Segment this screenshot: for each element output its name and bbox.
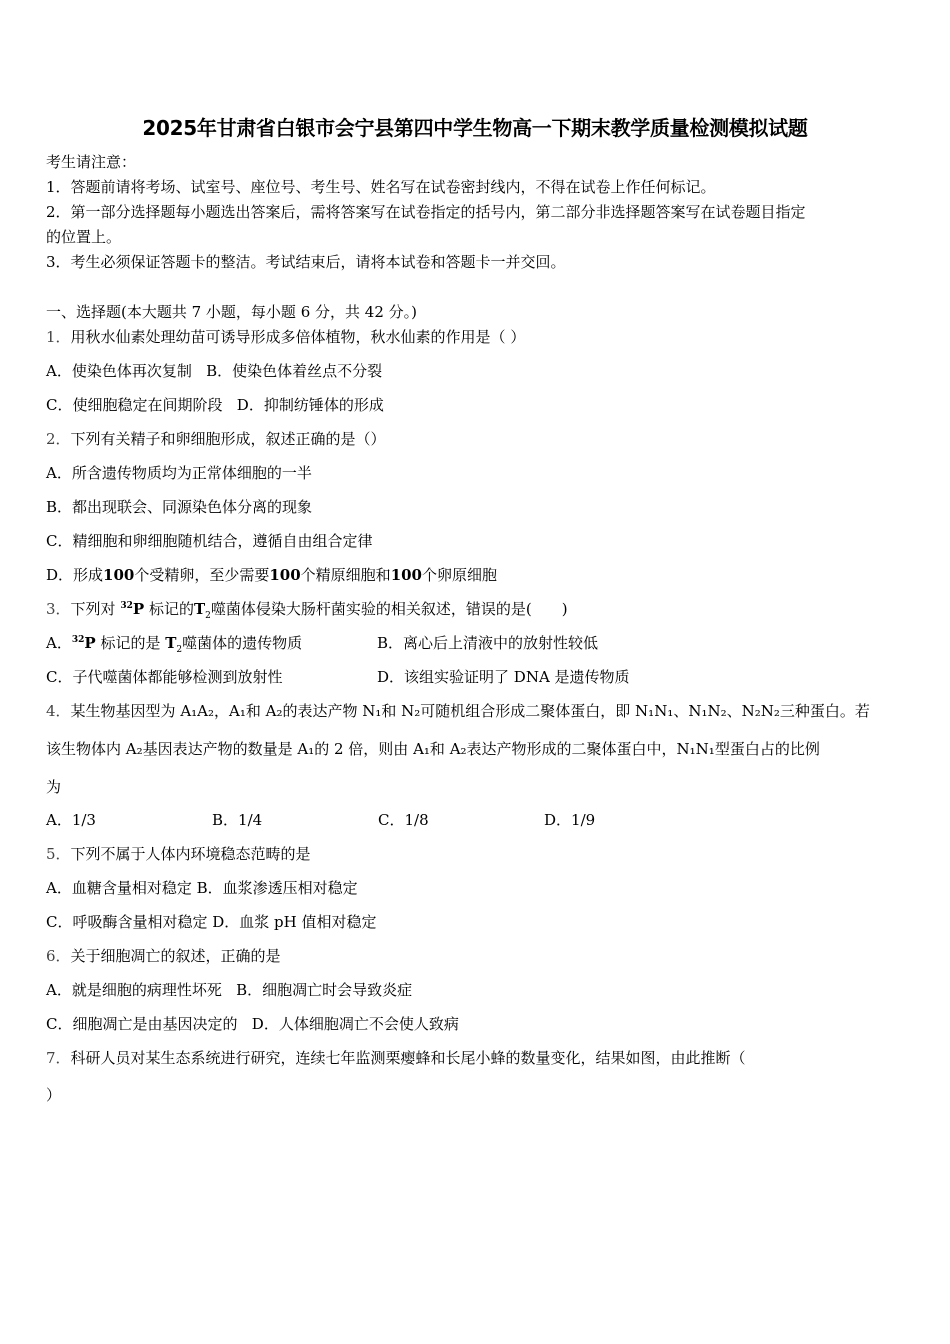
notice-item-1: 1．答题前请将考场、试室号、座位号、考生号、姓名写在试卷密封线内，不得在试卷上作任何标记。 (46, 178, 716, 196)
text: 噬菌体侵染大肠杆菌实验的相关叙述，错误的是( ) (210, 600, 568, 618)
text: 标记的是 (100, 634, 161, 652)
text: 噬菌体的遗传物质 (182, 634, 303, 652)
element-symbol: P (84, 634, 96, 652)
subscript: 2 (176, 645, 183, 655)
question-stem: 关于细胞凋亡的叙述，正确的是 (70, 947, 281, 965)
q7-stem-tail: ） (46, 1086, 62, 1104)
q6-option-c[interactable]: C．细胞凋亡是由基因决定的 (46, 1015, 238, 1033)
q6-option-a[interactable]: A．就是细胞的病理性坏死 (46, 981, 222, 999)
question-6 (46, 946, 281, 966)
q6-option-d[interactable]: D．人体细胞凋亡不会使人致病 (251, 1015, 459, 1033)
question-number: 2． (46, 430, 71, 448)
question-number: 5． (46, 845, 71, 863)
question-1 (46, 327, 525, 347)
q2-option-c[interactable]: C．精细胞和卵细胞随机结合，遵循自由组合定律 (46, 532, 373, 550)
subscript: 2 (205, 611, 211, 621)
q3-options-ab (46, 633, 598, 653)
question-number: 3． (46, 600, 71, 618)
q3-option-c[interactable]: C．子代噬菌体都能够检测到放射性 (46, 668, 283, 686)
question-number: 7． (46, 1049, 71, 1067)
notice-item-2: 2．第一部分选择题每小题选出答案后，需将答案写在试卷指定的括号内，第二部分非选择题答案写在试卷题目指定 (46, 203, 806, 221)
section-heading: 一、选择题(本大题共 7 小题，每小题 6 分，共 42 分。) (46, 303, 417, 321)
notice-item-3: 3．考生必须保证答题卡的整洁。考试结束后，请将本试卷和答题卡一并交回。 (46, 253, 566, 271)
q2-option-d[interactable] (46, 565, 497, 585)
text: 标记的 (148, 600, 194, 618)
question-stem: 下列不属于人体内环境稳态范畴的是 (70, 845, 311, 863)
q3-options-cd (46, 667, 630, 687)
text: 个卵原细胞 (422, 566, 498, 584)
question-5 (46, 844, 311, 864)
q4-stem-line-3: 为 (46, 778, 62, 796)
number: 100 (390, 566, 422, 584)
q1-option-d[interactable]: D．抑制纺锤体的形成 (236, 396, 384, 414)
q1-options-cd (46, 395, 384, 415)
q4-option-d[interactable]: D．1/9 (544, 811, 596, 829)
text: A． (46, 634, 72, 652)
phage-symbol: T (165, 634, 177, 652)
q1-options-ab (46, 361, 382, 381)
text: D．形成 (46, 566, 104, 584)
q3-option-a[interactable] (46, 633, 377, 653)
number: 100 (269, 566, 301, 584)
q5-options-ab[interactable]: A．血糖含量相对稳定 B．血浆渗透压相对稳定 (46, 879, 358, 897)
q6-options-cd (46, 1014, 459, 1034)
question-number: 4． (46, 702, 71, 720)
question-3 (46, 599, 568, 619)
q3-option-d[interactable]: D．该组实验证明了 DNA 是遗传物质 (377, 668, 630, 686)
text: 个精原细胞和 (300, 566, 391, 584)
q4-option-b[interactable]: B．1/4 (212, 811, 263, 829)
phage-symbol: T (193, 600, 206, 618)
q4-stem-line-2: 该生物体内 A₂基因表达产物的数量是 A₁的 2 倍，则由 A₁和 A₂表达产物形成的二聚体蛋白中，N₁N₁型蛋白占的比例 (46, 740, 820, 758)
question-stem: 用秋水仙素处理幼苗可诱导形成多倍体植物，秋水仙素的作用是（ ） (70, 328, 526, 346)
q1-option-c[interactable]: C．使细胞稳定在间期阶段 (46, 396, 223, 414)
question-2 (46, 429, 386, 449)
text: 个受精卵，至少需要 (134, 566, 270, 584)
question-number: 6． (46, 947, 71, 965)
isotope-superscript: 32 (71, 635, 85, 645)
number: 100 (103, 566, 135, 584)
page-title: 2025年甘肃省白银市会宁县第四中学生物高一下期末教学质量检测模拟试题 (142, 116, 808, 140)
q6-options-ab (46, 980, 412, 1000)
q5-options-cd[interactable]: C．呼吸酶含量相对稳定 D．血浆 pH 值相对稳定 (46, 913, 377, 931)
notice-heading: 考生请注意： (46, 153, 137, 171)
q2-option-a[interactable]: A．所含遗传物质均为正常体细胞的一半 (46, 464, 312, 482)
q4-options (46, 810, 595, 830)
question-stem: 下列有关精子和卵细胞形成，叙述正确的是（） (70, 430, 386, 448)
question-4 (46, 701, 870, 721)
isotope-superscript: 32 (120, 601, 133, 611)
q1-option-b[interactable]: B．使染色体着丝点不分裂 (206, 362, 383, 380)
question-7 (46, 1048, 746, 1068)
text: 下列对 (70, 600, 116, 618)
q3-option-b[interactable]: B．离心后上清液中的放射性较低 (377, 634, 599, 652)
q6-option-b[interactable]: B．细胞凋亡时会导致炎症 (236, 981, 413, 999)
q1-option-a[interactable]: A．使染色体再次复制 (46, 362, 192, 380)
question-number: 1． (46, 328, 71, 346)
question-stem-line-1: 某生物基因型为 A₁A₂，A₁和 A₂的表达产物 N₁和 N₂可随机组合形成二聚体蛋白，即 N₁N₁、N₁N₂、N₂N₂三种蛋白。若 (70, 702, 870, 720)
q4-option-c[interactable]: C．1/8 (378, 811, 429, 829)
question-stem: 科研人员对某生态系统进行研究，连续七年监测栗瘿蜂和长尾小蜂的数量变化，结果如图，由此推断（ (70, 1049, 746, 1067)
q4-option-a[interactable]: A．1/3 (46, 811, 96, 829)
element-symbol: P (132, 600, 145, 618)
q2-option-b[interactable]: B．都出现联会、同源染色体分离的现象 (46, 498, 313, 516)
notice-item-2-cont: 的位置上。 (46, 228, 122, 246)
